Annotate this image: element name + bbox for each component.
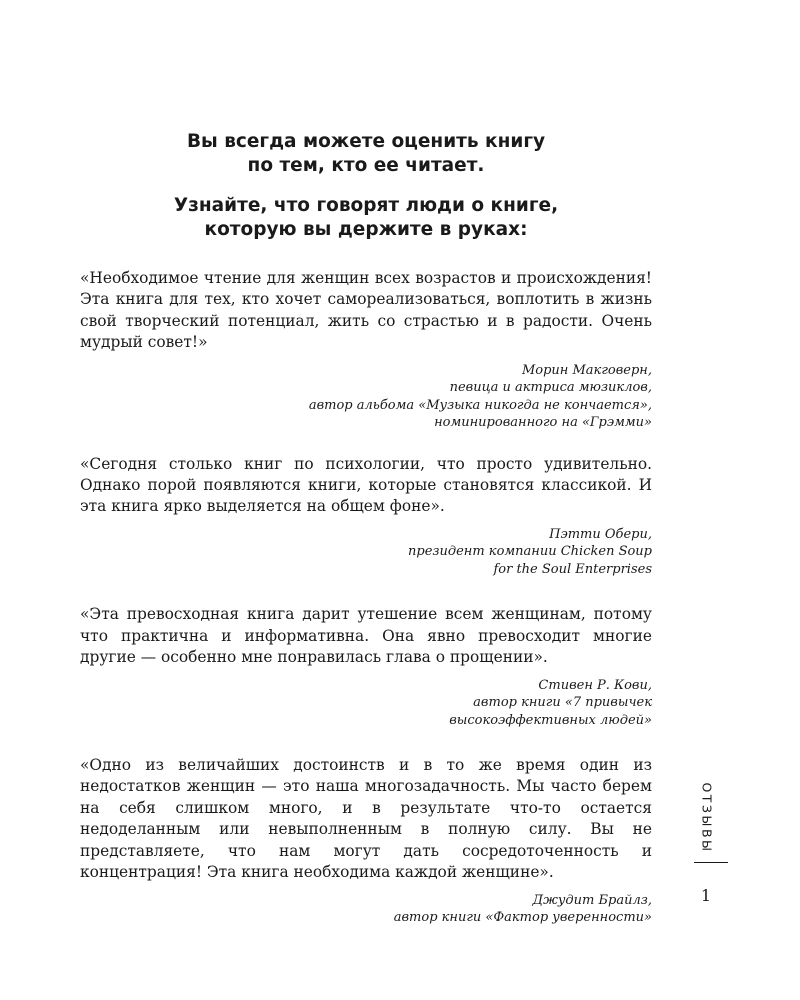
heading-sub [80,194,652,242]
testimonial-text: «Эта превосходная книга дарит утешение всем женщинам, потому что практична и информативна. Она явно превосходит многие другие — особенно мне понравилась глава о прощении». [80,605,652,667]
page-number: 1 [700,886,712,905]
attribution-line: автор альбома «Музыка никогда не кончается», [308,397,652,413]
heading-line-1: Вы всегда можете оценить книгу [186,131,546,152]
attribution-name: Стивен Р. Кови, [538,677,652,693]
heading-line-3: Узнайте, что говорят люди о книге, [173,195,559,216]
attribution-name: Морин Макговерн, [521,362,652,378]
attribution-line: певица и актриса мюзиклов, [449,380,652,396]
testimonial-text: «Необходимое чтение для женщин всех возрастов и происхождения! Эта книга для тех, кто хочет самореализоваться, воплотить в жизнь свой творческий потенциал, жить со страстью и в радости. Очень мудрый совет!» [80,269,652,352]
testimonial-attribution [80,526,652,579]
attribution-line: высокоэффективных людей» [449,712,652,728]
attribution-line: номинированного на «Грэмми» [434,415,652,431]
testimonials-list [80,268,652,927]
attribution-name: Джудит Брайлз, [532,892,652,908]
attribution-line: президент компании Chicken Soup [408,544,652,560]
section-side-label: ОТЗЫВЫ [699,782,715,854]
heading-line-4: которую вы держите в руках: [204,219,528,240]
testimonial-attribution [80,362,652,432]
testimonial-text: «Одно из величайших достоинств и в то же время один из недостатков женщин — это наша многозадачность. Мы часто берем на себя слишком много, и в результате что-то остается недоделанным или невыполненным в полную силу. Вы не представляете, что нам могут дать сосредоточенность и концентрация! Эта книга необходима каждой женщине». [80,756,652,882]
heading-lead [80,130,652,178]
testimonial-attribution [80,892,652,927]
heading-line-2: по тем, кто ее читает. [247,155,485,176]
attribution-name: Пэтти Обери, [549,526,652,542]
attribution-line: автор книги «7 привычек [473,695,652,711]
testimonial [80,755,652,926]
testimonial [80,454,652,579]
attribution-line: автор книги «Фактор уверенности» [393,910,652,925]
testimonial-attribution [80,677,652,730]
page-heading [80,130,652,242]
side-divider [694,862,728,863]
testimonial [80,268,652,432]
testimonial [80,604,652,729]
testimonial-text: «Сегодня столько книг по психологии, что просто удивительно. Однако порой появляются книги, которые становятся классикой. И эта книга ярко выделяется на общем фоне». [80,454,652,516]
attribution-line: for the Soul Enterprises [493,561,652,577]
